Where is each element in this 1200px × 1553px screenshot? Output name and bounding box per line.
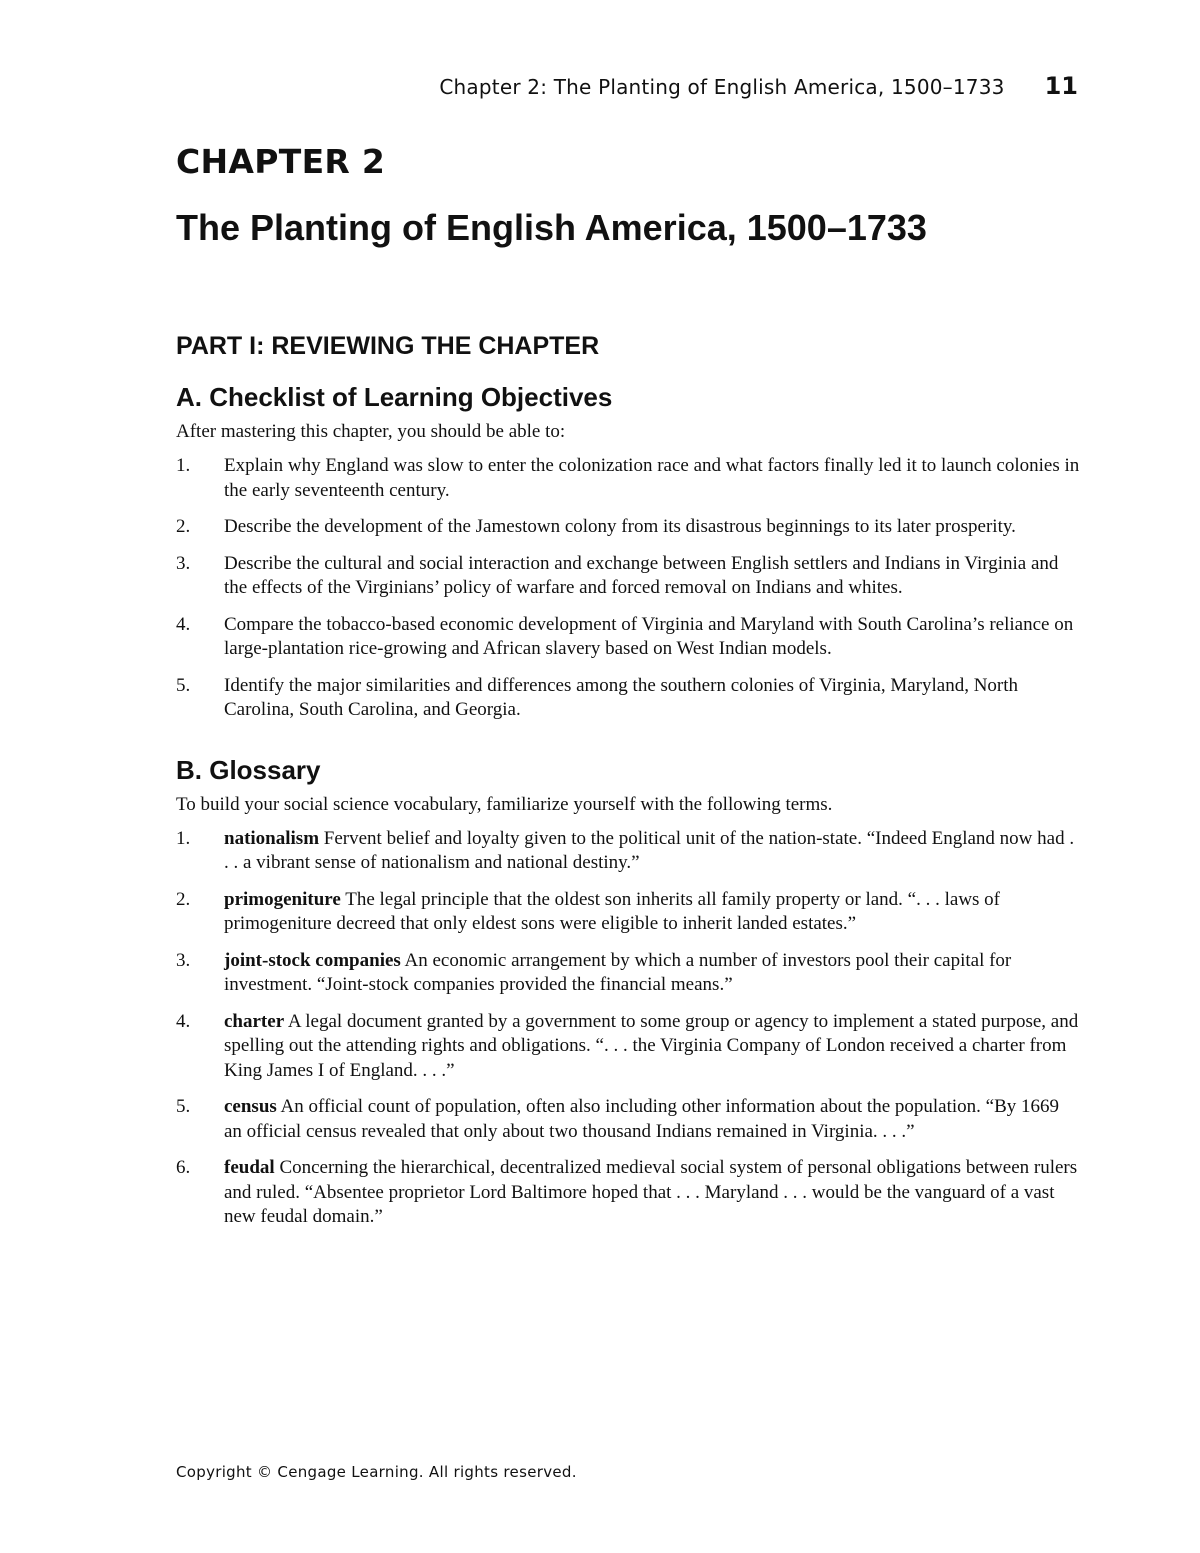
glossary-item	[176, 1156, 1081, 1230]
glossary-list	[176, 827, 1081, 1230]
copyright-footer: Copyright © Cengage Learning. All rights reserved.	[176, 1463, 577, 1481]
glossary-term: feudal	[224, 1157, 275, 1178]
glossary-heading: B. Glossary	[176, 754, 321, 785]
glossary-entry	[224, 1010, 1081, 1084]
glossary-entry	[224, 949, 1081, 998]
glossary-term: nationalism	[224, 827, 320, 849]
objective-item	[176, 454, 1081, 503]
glossary-entry	[224, 1156, 1081, 1230]
objectives-list	[176, 454, 1081, 723]
glossary-term: census	[224, 1096, 277, 1117]
item-number: 4.	[176, 613, 191, 635]
item-number: 4.	[176, 1010, 191, 1032]
objectives-heading: A. Checklist of Learning Objectives	[176, 382, 613, 412]
part-heading: PART I: REVIEWING THE CHAPTER	[176, 332, 600, 360]
glossary-definition: Fervent belief and loyalty given to the political unit of the nation-state. “Indeed England now had . . . a vibrant sense of nationalism and national destiny.”	[224, 827, 1075, 873]
objectives-intro: After mastering this chapter, you should be able to:	[176, 421, 566, 442]
item-number: 3.	[176, 552, 191, 574]
glossary-term: primogeniture	[224, 888, 341, 910]
glossary-entry	[224, 1095, 1081, 1144]
glossary-definition: An official count of population, often also including other information about the population. “By 1669 an official census revealed that only about two thousand Indians remained in Virginia. . . .”	[224, 1096, 1059, 1142]
objective-item	[176, 613, 1081, 662]
glossary-item	[176, 949, 1081, 998]
objective-text: Describe the development of the Jamestown colony from its disastrous beginnings to its later prosperity.	[224, 516, 1016, 537]
item-number: 2.	[176, 516, 191, 537]
objective-item	[176, 674, 1081, 723]
item-number: 5.	[176, 1096, 191, 1117]
item-number: 1.	[176, 455, 191, 476]
glossary-item	[176, 1095, 1081, 1144]
glossary-definition: An economic arrangement by which a number of investors pool their capital for investment. “Joint-stock companies provided the financial means.”	[224, 949, 1012, 995]
glossary-term: joint-stock companies	[224, 949, 401, 971]
glossary-item	[176, 888, 1081, 937]
glossary-term: charter	[224, 1010, 285, 1032]
objective-text: Describe the cultural and social interaction and exchange between English settlers and Indians in Virginia and the effects of the Virginians’ policy of warfare and forced removal on Indians and whites.	[224, 552, 1059, 598]
glossary-entry	[224, 888, 1081, 937]
objective-text: Compare the tobacco-based economic development of Virginia and Maryland with South Carolina’s reliance on large-plantation rice-growing and African slavery based on West Indian models.	[224, 613, 1074, 659]
item-number: 1.	[176, 827, 191, 849]
item-number: 5.	[176, 674, 191, 696]
chapter-title: The Planting of English America, 1500–1733	[176, 207, 927, 248]
objective-text: Explain why England was slow to enter the colonization race and what factors finally led it to launch colonies in the early seventeenth century.	[224, 455, 1080, 501]
item-number: 2.	[176, 888, 191, 910]
chapter-label: CHAPTER 2	[176, 142, 386, 181]
objective-text: Identify the major similarities and differences among the southern colonies of Virginia, Maryland, North Carolina, South Carolina, and Georgia.	[224, 674, 1019, 720]
glossary-item	[176, 1010, 1081, 1084]
objective-item	[176, 552, 1081, 601]
running-title: Chapter 2: The Planting of English America, 1500–1733	[439, 75, 1005, 99]
glossary-intro: To build your social science vocabulary, familiarize yourself with the following terms.	[176, 793, 833, 815]
item-number: 3.	[176, 949, 191, 971]
glossary-item	[176, 827, 1081, 876]
glossary-definition: The legal principle that the oldest son inherits all family property or land. “. . . laws of primogeniture decreed that only eldest sons were eligible to inherit landed estates.”	[224, 888, 1001, 934]
objective-item	[176, 515, 1081, 540]
page-content	[176, 140, 1081, 1242]
glossary-definition: A legal document granted by a government to some group or agency to implement a stated purpose, and spelling out the attending rights and obligations. “. . . the Virginia Company of London received a charter from King James I of England. . . .”	[224, 1010, 1079, 1081]
running-header	[439, 72, 1078, 100]
glossary-entry	[224, 827, 1081, 876]
glossary-definition: Concerning the hierarchical, decentralized medieval social system of personal obligations between rulers and ruled. “Absentee proprietor Lord Baltimore hoped that . . . Maryland . . . would be the vanguard of a vast new feudal domain.”	[224, 1157, 1078, 1227]
page-number: 11	[1044, 72, 1078, 100]
item-number: 6.	[176, 1157, 191, 1178]
